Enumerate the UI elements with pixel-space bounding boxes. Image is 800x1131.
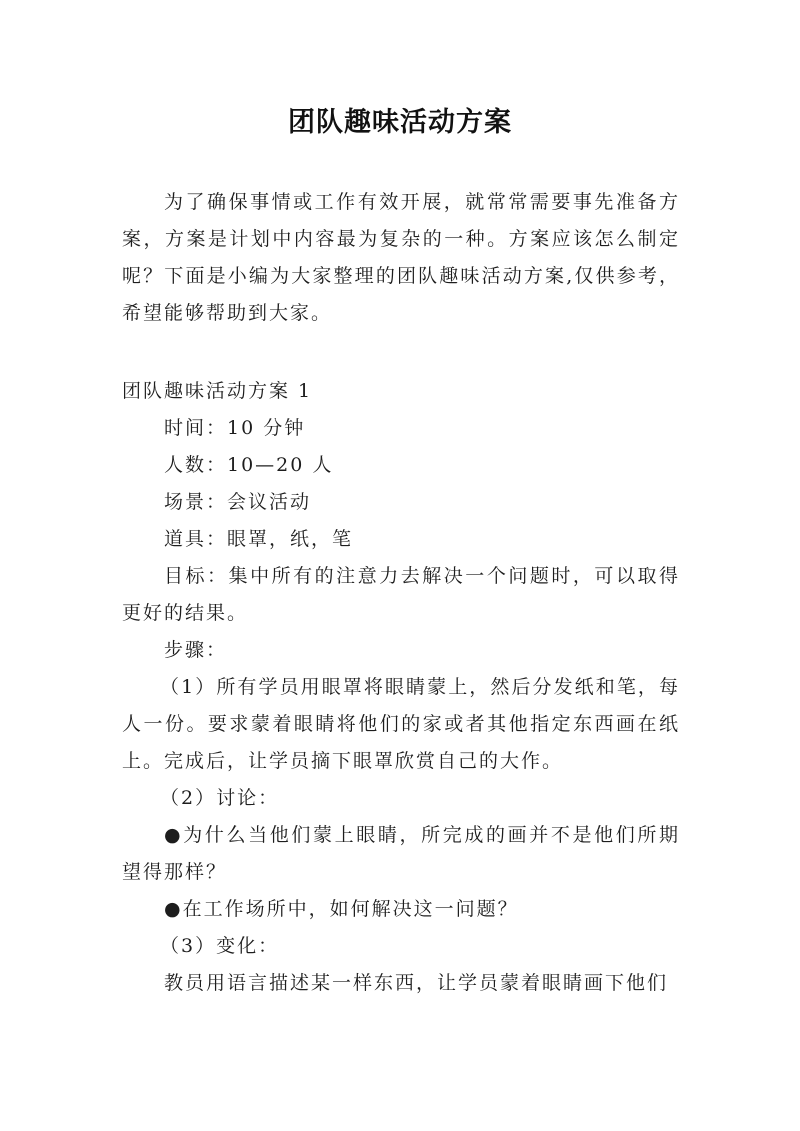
venue-line: 场景：会议活动: [164, 491, 312, 513]
question-1-bullet: ●为什么当他们蒙上眼睛，所完成的画并不是他们所期望得那样？: [122, 824, 680, 883]
steps-label: 步骤：: [164, 639, 228, 661]
step-1-paragraph: （1）所有学员用眼罩将眼睛蒙上，然后分发纸和笔，每人一份。要求蒙着眼睛将他们的家或者其他指定东西画在纸上。完成后，让学员摘下眼罩欣赏自己的大作。: [122, 676, 680, 772]
content-section: [122, 373, 680, 1002]
step-3-label: （3）变化：: [160, 935, 280, 957]
document-title: 团队趣味活动方案: [288, 107, 512, 138]
intro-paragraph: 为了确保事情或工作有效开展，就常常需要事先准备方案，方案是计划中内容最为复杂的一种。方案应该怎么制定呢？下面是小编为大家整理的团队趣味活动方案,仅供参考，希望能够帮助到大家。: [122, 191, 680, 324]
people-line: 人数：10—20 人: [164, 454, 334, 476]
question-2-bullet: ●在工作场所中，如何解决这一问题？: [164, 898, 519, 920]
section-heading: 团队趣味活动方案 1: [122, 380, 313, 402]
time-line: 时间：10 分钟: [164, 417, 306, 439]
goal-paragraph: 目标：集中所有的注意力去解决一个问题时，可以取得更好的结果。: [122, 565, 680, 624]
step-2-label: （2）讨论：: [160, 787, 280, 809]
variation-paragraph: 教员用语言描述某一样东西，让学员蒙着眼睛画下他们: [164, 972, 669, 994]
props-line: 道具：眼罩，纸，笔: [164, 528, 354, 550]
